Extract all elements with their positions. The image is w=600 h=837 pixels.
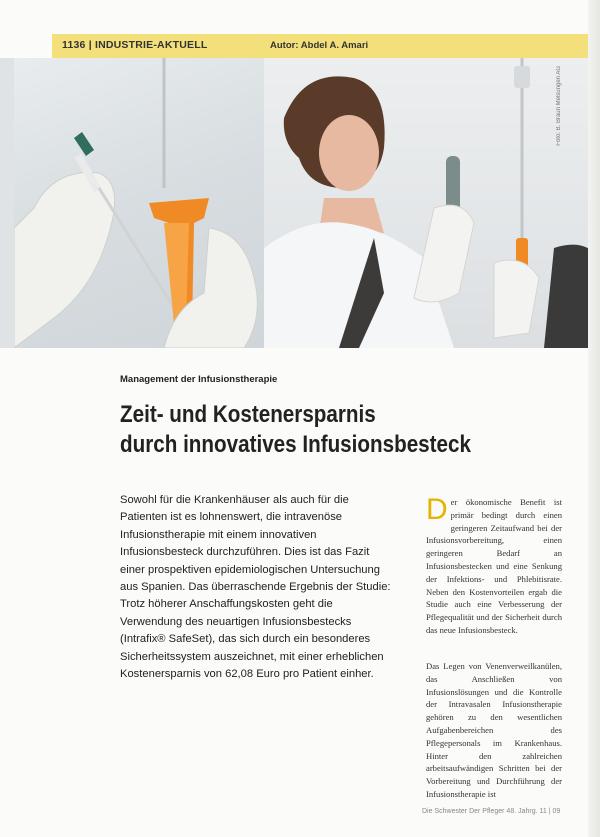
section-label: 1136 | INDUSTRIE-AKTUELL (62, 39, 208, 51)
article-lead: Sowohl für die Krankenhäuser als auch für die Patienten ist es lohnenswert, die intravenöse Infusionstherapie mit einem innovativen Infusionsbesteck durchzuführen. Dies ist das Fazit einer prospektiven epidemiologischen Untersuchung aus Spanien. Das überraschende Ergebnis der Studie: Trotz höherer Anschaffungskosten geht die Verwendung des neuartigen Infusionsbestecks (Intrafix® SafeSet), das sich durch ein besonderes Sicherheitssystem auszeichnet, mit einer erheblichen Kostenersparnis von 62,08 Euro pro Patient einher. (120, 494, 391, 681)
author-line: Autor: Abdel A. Amari (270, 40, 369, 51)
article-kicker: Management der Infusionstherapie (120, 374, 278, 385)
nurse-iv-illustration (264, 58, 600, 348)
gloved-hands-infusion-illustration (14, 58, 264, 348)
hero-photo (0, 58, 600, 348)
body-column-2: Das Legen von Venenverweilkanülen, das Anschließen von Infusionslösungen und die Kontrolle der Intravasalen Infusionstherapie gehören zu den wesentlichen Aufgabenbereichen des Pflegepersonals im Krankenhaus. Hinter den zahlreichen arbeitsaufwändigen Schritten bei der Vorbereitung und Durchführung der Infusionstherapie ist (426, 661, 562, 799)
page-footer: Die Schwester Der Pfleger 48. Jahrg. 11 | 09 (422, 808, 561, 815)
body-column-1-text: er ökonomische Benefit ist primär bedingt durch einen geringeren Zeitaufwand bei der Infusionsvorbereitung, einen geringeren Bedarf an Infusionsbestecken und eine Senkung der Infektions- und Phlebitisrate. Neben den Kostenvorteilen ergab die Studie auch eine Verbesserung der Pflegequalität und der Sicherheit durch das neue Infusionsbesteck. (426, 497, 562, 635)
body-column-1 (426, 493, 562, 637)
article-title-line1: Zeit- und Kostenersparnis (120, 401, 376, 428)
photo-nurse (264, 58, 600, 348)
photo-gloved-hands (14, 58, 264, 348)
page-edge (588, 0, 600, 837)
article-title-line2: durch innovatives Infusionsbesteck (120, 431, 471, 458)
article-title (120, 400, 498, 460)
drop-cap: D (426, 493, 448, 526)
photo-credit: Foto: B. Braun Melsungen AG (556, 66, 562, 146)
